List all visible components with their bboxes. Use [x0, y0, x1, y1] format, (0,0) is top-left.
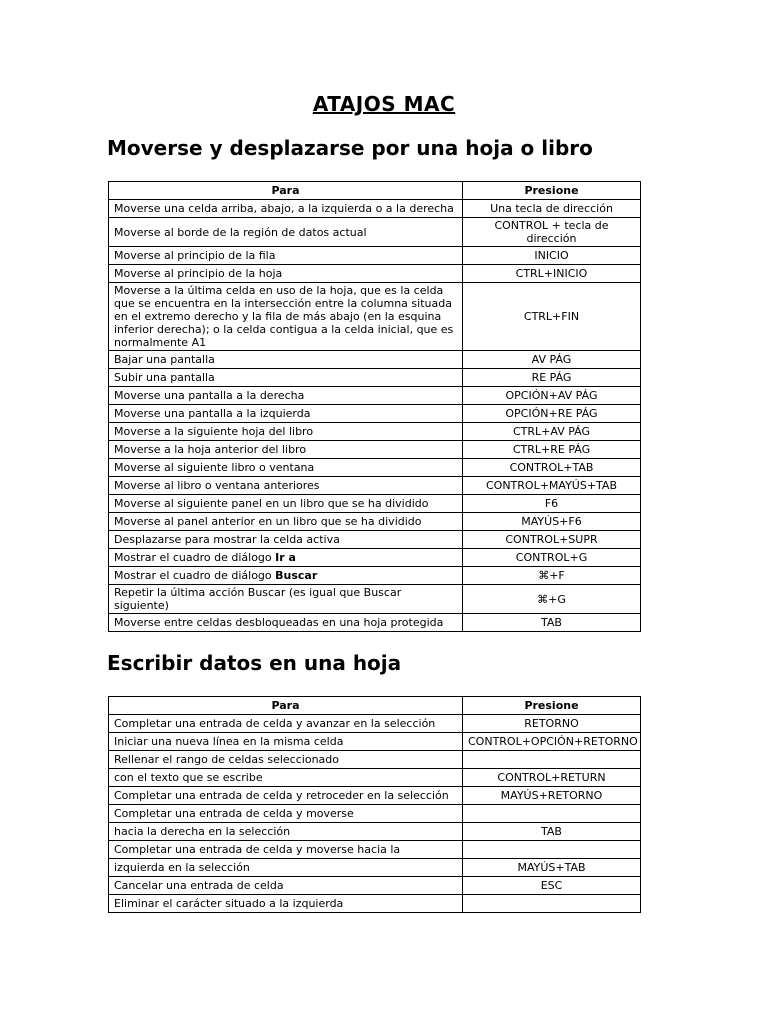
shortcuts-table-move	[108, 181, 641, 632]
action-text: Iniciar una nueva línea en la misma celda	[114, 735, 344, 748]
table-row	[109, 715, 641, 733]
shortcut-cell: TAB	[463, 823, 641, 841]
table-row	[109, 733, 641, 751]
action-cell	[109, 805, 463, 823]
action-text: Desplazarse para mostrar la celda activa	[114, 533, 340, 546]
dialog-name: Ir a	[275, 551, 296, 564]
shortcut-cell: INICIO	[463, 247, 641, 265]
action-text: Moverse al principio de la fila	[114, 249, 276, 262]
shortcut-cell: ⌘+F	[463, 567, 641, 585]
table-row	[109, 423, 641, 441]
table-row	[109, 405, 641, 423]
action-cell	[109, 405, 463, 423]
action-cell	[109, 200, 463, 218]
table-row	[109, 805, 641, 823]
action-text: Moverse a la hoja anterior del libro	[114, 443, 307, 456]
action-text: Mostrar el cuadro de diálogo	[114, 569, 276, 582]
shortcut-cell	[463, 805, 641, 823]
action-cell	[109, 567, 463, 585]
shortcut-cell: MAYÚS+F6	[463, 513, 641, 531]
action-text: Moverse al libro o ventana anteriores	[114, 479, 320, 492]
table-row	[109, 351, 641, 369]
shortcut-cell: Una tecla de dirección	[463, 200, 641, 218]
action-text: Moverse una celda arriba, abajo, a la izquierda o a la derecha	[114, 202, 454, 215]
shortcut-cell: CONTROL+G	[463, 549, 641, 567]
shortcut-cell: CONTROL+SUPR	[463, 531, 641, 549]
action-cell	[109, 585, 463, 614]
action-text: Moverse una pantalla a la izquierda	[114, 407, 311, 420]
section-heading-move: Moverse y desplazarse por una hoja o libro	[107, 136, 593, 160]
table-row	[109, 283, 641, 351]
shortcut-cell: CTRL+FIN	[463, 283, 641, 351]
table-header-row	[109, 697, 641, 715]
shortcut-cell	[463, 895, 641, 913]
shortcut-cell: F6	[463, 495, 641, 513]
action-cell	[109, 351, 463, 369]
shortcut-cell: RETORNO	[463, 715, 641, 733]
action-cell	[109, 387, 463, 405]
action-cell	[109, 614, 463, 632]
table-row	[109, 769, 641, 787]
table-row	[109, 614, 641, 632]
action-text: Moverse una pantalla a la derecha	[114, 389, 305, 402]
action-text: Moverse al siguiente panel en un libro que se ha dividido	[114, 497, 429, 510]
shortcut-cell: CONTROL+MAYÚS+TAB	[463, 477, 641, 495]
action-cell	[109, 823, 463, 841]
table-row	[109, 200, 641, 218]
action-text: Moverse entre celdas desbloqueadas en una hoja protegida	[114, 616, 444, 629]
action-cell	[109, 859, 463, 877]
table-row	[109, 841, 641, 859]
action-text: Moverse al panel anterior en un libro que se ha dividido	[114, 515, 422, 528]
shortcut-cell	[463, 751, 641, 769]
action-cell	[109, 423, 463, 441]
action-text: Completar una entrada de celda y moverse	[114, 807, 354, 820]
action-text: Moverse al borde de la región de datos actual	[114, 225, 367, 239]
table-row	[109, 895, 641, 913]
action-text: Eliminar el carácter situado a la izquierda	[114, 897, 344, 910]
table-row	[109, 369, 641, 387]
page-title: ATAJOS MAC	[312, 92, 456, 116]
action-cell	[109, 531, 463, 549]
shortcut-cell: OPCIÓN+AV PÁG	[463, 387, 641, 405]
shortcut-cell: CONTROL+OPCIÓN+RETORNO	[463, 733, 641, 751]
dialog-name: Buscar	[275, 569, 318, 582]
table-row	[109, 387, 641, 405]
table-row	[109, 585, 641, 614]
shortcut-cell: ESC	[463, 877, 641, 895]
action-cell	[109, 265, 463, 283]
table-row	[109, 877, 641, 895]
action-cell	[109, 733, 463, 751]
action-text: Subir una pantalla	[114, 371, 215, 384]
action-cell	[109, 441, 463, 459]
shortcuts-table-write	[108, 696, 641, 913]
table-row	[109, 495, 641, 513]
action-cell	[109, 513, 463, 531]
shortcut-cell: CONTROL+RETURN	[463, 769, 641, 787]
table-row	[109, 459, 641, 477]
shortcut-cell: CONTROL + tecla de dirección	[463, 218, 641, 247]
table-row	[109, 218, 641, 247]
column-header-para: Para	[109, 697, 463, 715]
action-text: hacia la derecha en la selección	[114, 825, 291, 838]
action-cell	[109, 459, 463, 477]
table-header-row	[109, 182, 641, 200]
action-cell	[109, 841, 463, 859]
shortcut-cell: CTRL+AV PÁG	[463, 423, 641, 441]
action-text: Repetir la última acción Buscar (es igual que Buscar siguiente)	[114, 586, 402, 612]
action-cell	[109, 787, 463, 805]
shortcut-cell: RE PÁG	[463, 369, 641, 387]
action-cell	[109, 895, 463, 913]
action-text: con el texto que se escribe	[114, 771, 263, 784]
shortcut-cell: ⌘+G	[463, 585, 641, 614]
shortcut-cell	[463, 841, 641, 859]
action-text: Completar una entrada de celda y moverse hacia la	[114, 843, 401, 856]
column-header-presione: Presione	[463, 697, 641, 715]
shortcut-cell: CTRL+INICIO	[463, 265, 641, 283]
table-row	[109, 787, 641, 805]
section-heading-write: Escribir datos en una hoja	[107, 651, 402, 675]
shortcut-cell: AV PÁG	[463, 351, 641, 369]
shortcut-cell: OPCIÓN+RE PÁG	[463, 405, 641, 423]
action-cell	[109, 247, 463, 265]
action-cell	[109, 877, 463, 895]
table-row	[109, 859, 641, 877]
action-cell	[109, 283, 463, 351]
shortcut-cell: CTRL+RE PÁG	[463, 441, 641, 459]
action-cell	[109, 218, 463, 247]
table-row	[109, 265, 641, 283]
action-cell	[109, 495, 463, 513]
action-cell	[109, 477, 463, 495]
action-text: Cancelar una entrada de celda	[114, 879, 284, 892]
action-text: Moverse a la última celda en uso de la hoja, que es la celda que se encuentra en la intersección entre la columna situada en el extremo derecho y la fila de más abajo (en la esquina inferior derecha); o la celda contigua a la celda inicial, que es normalmente A1	[114, 284, 454, 349]
action-text: Moverse al principio de la hoja	[114, 267, 283, 280]
shortcut-cell: MAYÚS+TAB	[463, 859, 641, 877]
action-text: Mostrar el cuadro de diálogo	[114, 551, 276, 564]
table-row	[109, 477, 641, 495]
action-text: Bajar una pantalla	[114, 353, 215, 366]
action-text: Moverse al siguiente libro o ventana	[114, 461, 315, 474]
table-row	[109, 247, 641, 265]
column-header-presione: Presione	[463, 182, 641, 200]
table-row	[109, 751, 641, 769]
action-cell	[109, 751, 463, 769]
action-cell	[109, 715, 463, 733]
action-text: Moverse a la siguiente hoja del libro	[114, 425, 314, 438]
action-text: Rellenar el rango de celdas seleccionado	[114, 753, 339, 766]
column-header-para: Para	[109, 182, 463, 200]
shortcut-cell: TAB	[463, 614, 641, 632]
table-row	[109, 823, 641, 841]
table-row	[109, 441, 641, 459]
shortcut-cell: MAYÚS+RETORNO	[463, 787, 641, 805]
action-cell	[109, 549, 463, 567]
action-cell	[109, 369, 463, 387]
action-cell	[109, 769, 463, 787]
table-row	[109, 513, 641, 531]
action-text: izquierda en la selección	[114, 861, 250, 874]
shortcut-cell: CONTROL+TAB	[463, 459, 641, 477]
table-row	[109, 531, 641, 549]
table-row	[109, 549, 641, 567]
action-text: Completar una entrada de celda y retroceder en la selección	[114, 789, 449, 802]
action-text: Completar una entrada de celda y avanzar en la selección	[114, 717, 436, 730]
table-row	[109, 567, 641, 585]
